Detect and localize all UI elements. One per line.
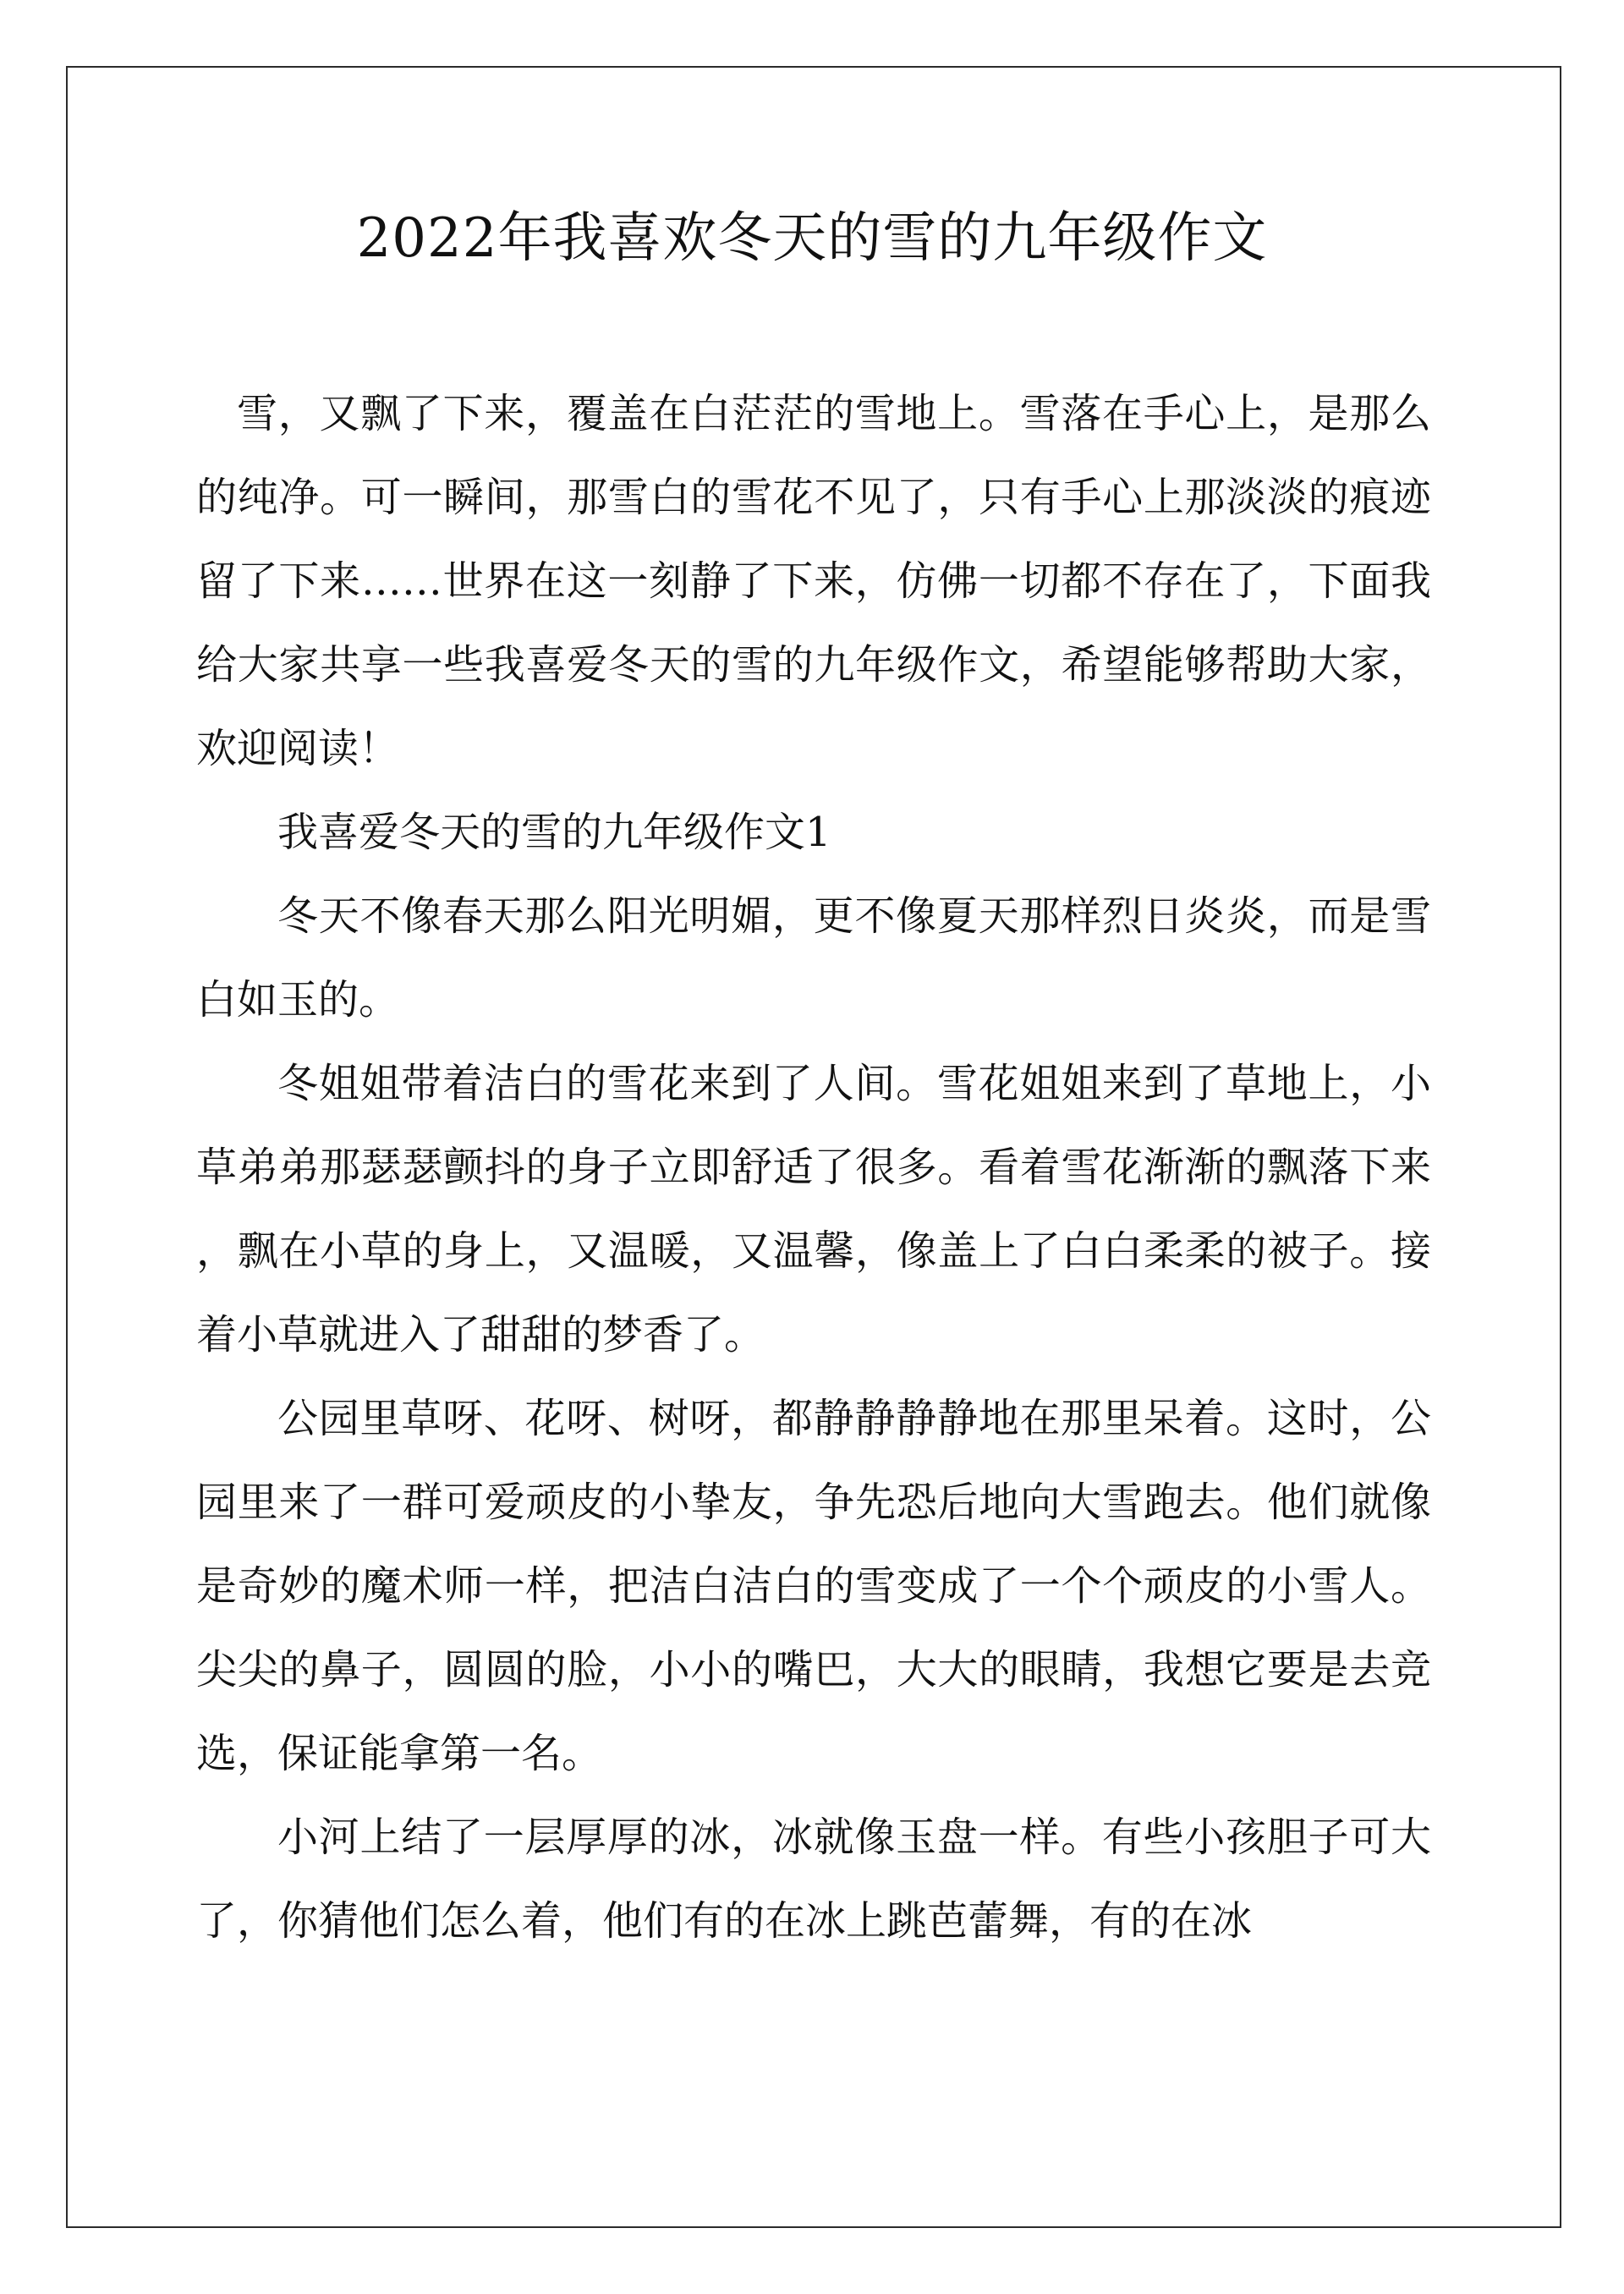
body-paragraph: 公园里草呀、花呀、树呀，都静静静静地在那里呆着。这时，公园里来了一群可爱顽皮的小挚友，争先恐后地向大雪跑去。他们就像是奇妙的魔术师一样，把洁白洁白的雪变成了一个个顽皮的小雪人。尖尖的鼻子，圆圆的脸，小小的嘴巴，大大的眼睛，我想它要是去竞选，保证能拿第一名。 — [196, 1395, 1431, 1777]
document-body — [196, 372, 1431, 1963]
body-paragraph: 冬天不像春天那么阳光明媚，更不像夏天那样烈日炎炎，而是雪白如玉的。 — [196, 892, 1431, 1024]
section-heading: 我喜爱冬天的雪的九年级作文1 — [277, 809, 831, 856]
body-paragraph: 小河上结了一层厚厚的冰，冰就像玉盘一样。有些小孩胆子可大了，你猜他们怎么着，他们有的在冰上跳芭蕾舞，有的在冰 — [196, 1814, 1431, 1945]
document-title: 2022年我喜欢冬天的雪的九年级作文 — [356, 207, 1268, 270]
body-paragraph: 冬姐姐带着洁白的雪花来到了人间。雪花姐姐来到了草地上，小草弟弟那瑟瑟颤抖的身子立即舒适了很多。看着雪花渐渐的飘落下来，飘在小草的身上，又温暖，又温馨，像盖上了白白柔柔的被子。接着小草就进入了甜甜的梦香了。 — [196, 1060, 1431, 1358]
intro-paragraph: 雪，又飘了下来，覆盖在白茫茫的雪地上。雪落在手心上，是那么的纯净。可一瞬间，那雪白的雪花不见了，只有手心上那淡淡的痕迹留了下来……世界在这一刻静了下来，仿佛一切都不存在了，下面我给大家共享一些我喜爱冬天的雪的九年级作文，希望能够帮助大家，欢迎阅读！ — [196, 390, 1431, 772]
